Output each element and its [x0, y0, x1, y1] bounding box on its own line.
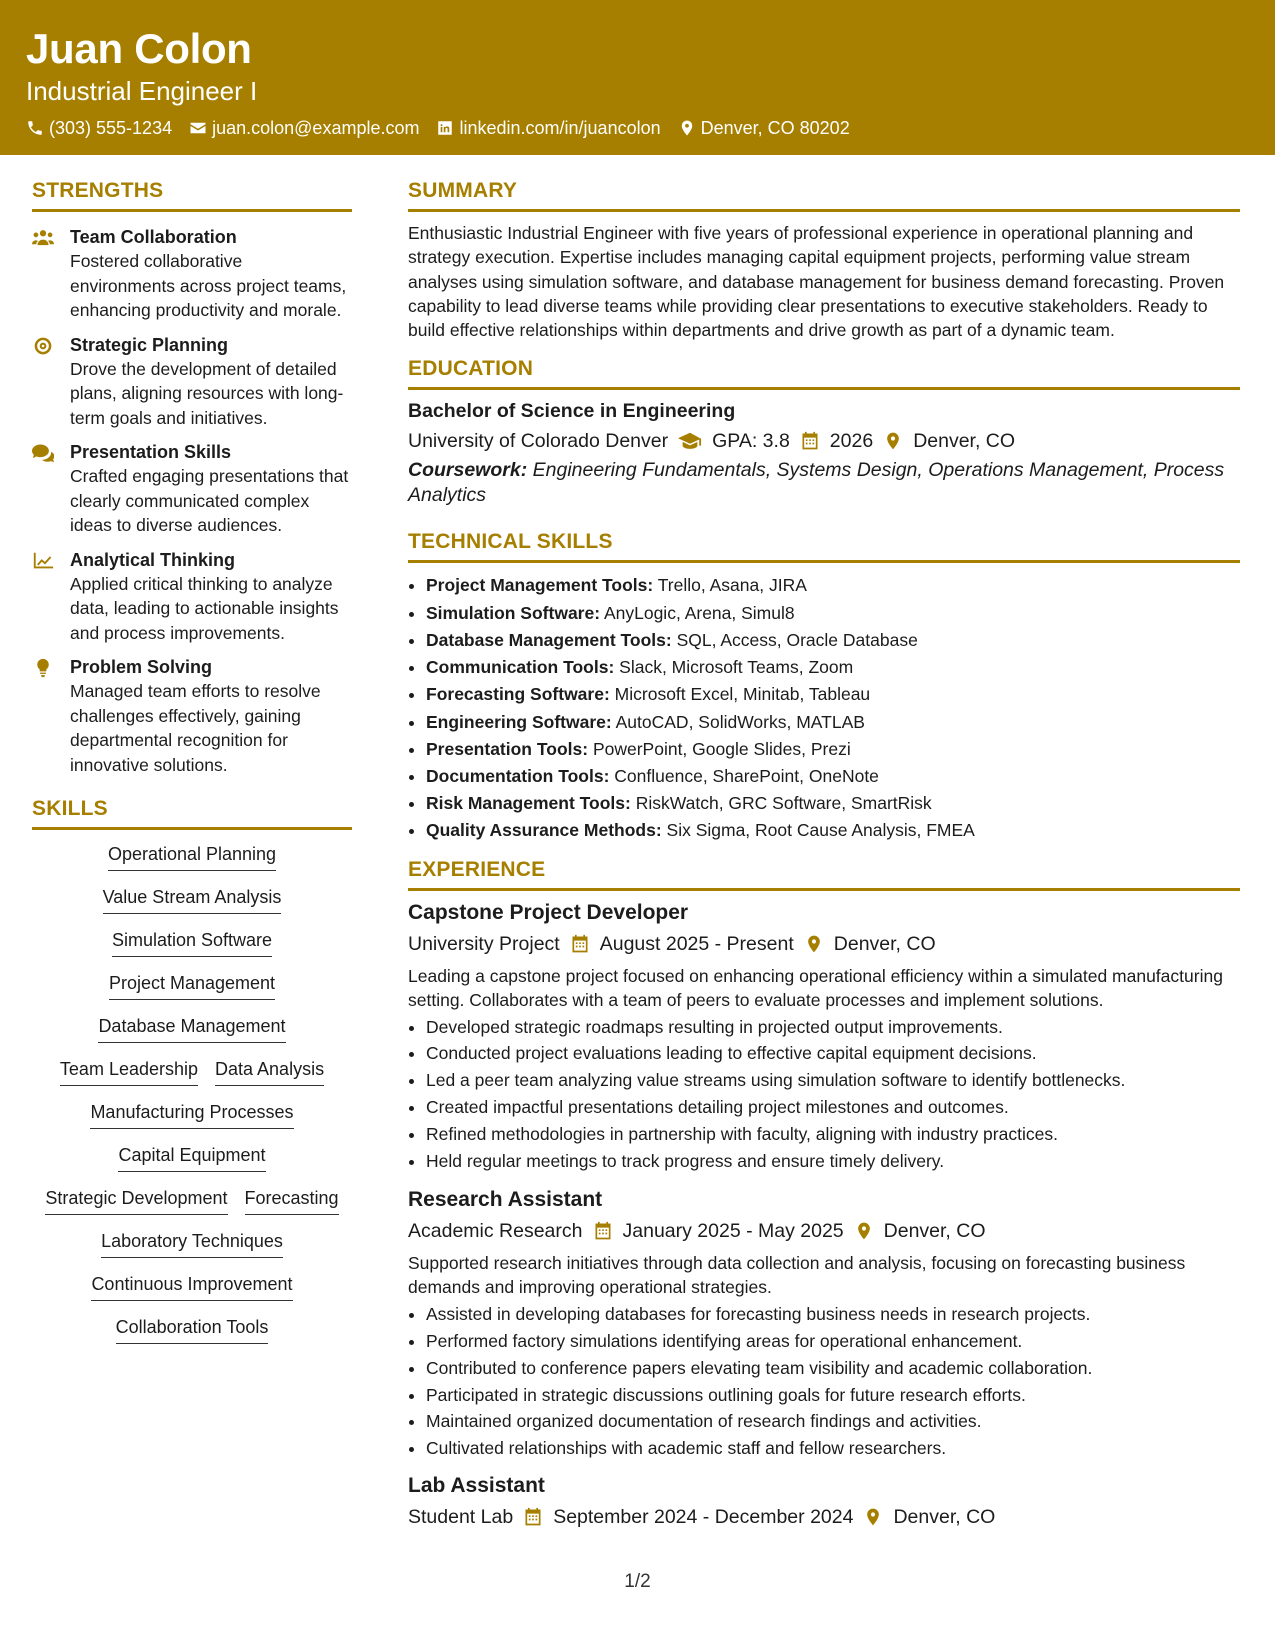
- list-item: [426, 627, 1240, 654]
- tech-value: SQL, Access, Oracle Database: [676, 629, 918, 650]
- linkedin-icon: [436, 119, 454, 137]
- strength-item: [32, 333, 352, 431]
- skill-tags: [32, 842, 352, 1344]
- phone-text: (303) 555-1234: [49, 118, 173, 138]
- summary-text: Enthusiastic Industrial Engineer with five years of professional experience in operational planning and strategy execution. Expertise includes managing capital equipment projects, performing value stream analyses using simulation software, and database management for business demand forecasting. Proven capability to lead diverse teams while providing clear presentations to executive stakeholders. Ready to build effective relationships within departments and drive growth as part of a dynamic team.: [408, 223, 1225, 341]
- calendar-icon: [593, 1221, 613, 1241]
- contact-email[interactable]: [189, 117, 419, 139]
- list-item: • Contributed to conference papers elevating team visibility and academic collaboration.: [426, 1355, 1240, 1382]
- job-description: Supported research initiatives through data collection and analysis, focusing on forecasting business demands and improving operational strategies.: [408, 1253, 1186, 1298]
- location-text: Denver, CO 80202: [700, 118, 850, 138]
- list-item: • Conducted project evaluations leading to effective capital equipment decisions.: [426, 1040, 1240, 1067]
- skill-tag: Forecasting: [245, 1186, 339, 1215]
- job-entry: [408, 899, 1240, 1175]
- tech-label: Database Management Tools:: [426, 629, 672, 650]
- gpa: GPA: 3.8: [712, 430, 790, 453]
- technical-skills-heading: TECHNICAL SKILLS: [408, 529, 1240, 563]
- tech-label: Engineering Software:: [426, 711, 612, 732]
- list-item: • Held regular meetings to track progress and ensure timely delivery.: [426, 1148, 1240, 1175]
- strength-item: [32, 440, 352, 538]
- job-location: Denver, CO: [833, 932, 936, 955]
- strength-name: Analytical Thinking: [70, 549, 236, 570]
- coursework-label: Coursework:: [408, 459, 528, 482]
- list-item: • Participated in strategic discussions outlining goals for future research efforts.: [426, 1382, 1240, 1409]
- skill-tag: Operational Planning: [108, 842, 276, 871]
- job-dates: January 2025 - May 2025: [622, 1220, 844, 1243]
- contact-row: [26, 117, 1249, 139]
- strength-desc: Crafted engaging presentations that clearly communicated complex ideas to diverse audiences.: [70, 466, 349, 535]
- job-description: Leading a capstone project focused on enhancing operational efficiency within a simulated manufacturing setting. Collaborates with a team of peers to evaluate processes and implement solutions.: [408, 965, 1223, 1010]
- skill-tag: Data Analysis: [215, 1057, 324, 1086]
- contact-phone[interactable]: [26, 117, 172, 139]
- list-item: [426, 790, 1240, 817]
- graduation-year: 2026: [829, 430, 874, 453]
- job-title: Capstone Project Developer: [408, 900, 689, 924]
- lightbulb-icon: [32, 658, 54, 678]
- envelope-icon: [189, 119, 207, 137]
- list-item: • Led a peer team analyzing value streams using simulation software to identify bottlenecks.: [426, 1067, 1240, 1094]
- tech-label: Simulation Software:: [426, 602, 601, 623]
- job-meta: [408, 1504, 1240, 1530]
- education-location: Denver, CO: [913, 430, 1016, 453]
- job-entry: [408, 1186, 1240, 1462]
- contact-location: [678, 117, 850, 139]
- tech-value: Microsoft Excel, Minitab, Tableau: [614, 684, 871, 705]
- tech-label: Forecasting Software:: [426, 684, 610, 705]
- technical-skills-list: [408, 572, 1240, 844]
- list-item: • Performed factory simulations identifying areas for operational enhancement.: [426, 1328, 1240, 1355]
- tech-label: Communication Tools:: [426, 657, 615, 678]
- tech-value: AnyLogic, Arena, Simul8: [603, 602, 795, 623]
- list-item: [426, 709, 1240, 736]
- strength-desc: Fostered collaborative environments across project teams, enhancing productivity and morale.: [70, 251, 347, 320]
- strength-name: Presentation Skills: [70, 442, 232, 462]
- school-name: University of Colorado Denver: [408, 430, 669, 453]
- list-item: [426, 572, 1240, 599]
- summary-section: [408, 178, 1240, 342]
- list-item: [426, 736, 1240, 763]
- tech-value: Confluence, SharePoint, OneNote: [614, 765, 879, 786]
- strength-desc: Applied critical thinking to analyze data, leading to actionable insights and process improvements.: [70, 573, 339, 643]
- list-item: [426, 763, 1240, 790]
- list-item: • Created impactful presentations detailing project milestones and outcomes.: [426, 1094, 1240, 1121]
- tech-label: Presentation Tools:: [426, 738, 589, 759]
- resume-header: [0, 0, 1275, 155]
- skill-tag: Project Management: [109, 971, 275, 1000]
- skill-tag: Laboratory Techniques: [101, 1229, 283, 1258]
- page-number: 1/2: [624, 1571, 651, 1592]
- strength-desc: Managed team efforts to resolve challenges effectively, gaining departmental recognition for innovative solutions.: [70, 681, 321, 775]
- tech-label: Project Management Tools:: [426, 575, 654, 596]
- job-entry: [408, 1472, 1240, 1530]
- tech-value: PowerPoint, Google Slides, Prezi: [592, 738, 851, 759]
- strength-item: [32, 225, 352, 323]
- job-title: Research Assistant: [408, 1188, 603, 1212]
- job-dates: August 2025 - Present: [599, 932, 794, 955]
- tech-label: Documentation Tools:: [426, 765, 610, 786]
- job-meta: [408, 1218, 1240, 1244]
- technical-skills-section: [408, 529, 1240, 844]
- skill-tag: Strategic Development: [45, 1186, 227, 1215]
- strength-name: Strategic Planning: [70, 334, 229, 355]
- job-location: Denver, CO: [893, 1506, 996, 1529]
- job-bullets: [408, 1014, 1240, 1175]
- linkedin-text: linkedin.com/in/juancolon: [459, 118, 661, 138]
- skill-tag: Capital Equipment: [118, 1143, 265, 1172]
- skill-tag: Simulation Software: [112, 928, 272, 957]
- map-marker-icon: [863, 1507, 883, 1527]
- candidate-title: Industrial Engineer I: [26, 76, 258, 106]
- strength-name: Team Collaboration: [70, 227, 237, 247]
- team-icon: [32, 228, 54, 248]
- skill-tag: Value Stream Analysis: [103, 885, 282, 914]
- job-dates: September 2024 - December 2024: [553, 1506, 854, 1529]
- list-item: [426, 681, 1240, 708]
- tech-value: AutoCAD, SolidWorks, MATLAB: [615, 711, 865, 732]
- target-icon: [32, 336, 54, 356]
- experience-section: [408, 857, 1240, 1531]
- education-meta: [408, 428, 1240, 454]
- map-marker-icon: [854, 1221, 874, 1241]
- skill-tag: Team Leadership: [60, 1057, 198, 1086]
- tech-label: Quality Assurance Methods:: [426, 820, 662, 841]
- left-column: [32, 178, 352, 1344]
- tech-value: Trello, Asana, JIRA: [657, 575, 807, 596]
- degree-name: Bachelor of Science in Engineering: [408, 400, 736, 423]
- skill-tag: Collaboration Tools: [116, 1315, 269, 1344]
- comments-icon: [32, 443, 54, 463]
- strengths-heading: STRENGTHS: [32, 178, 352, 212]
- skills-section: [32, 796, 352, 1344]
- phone-icon: [26, 119, 44, 137]
- skill-tag: Database Management: [98, 1014, 285, 1043]
- list-item: [426, 817, 1240, 844]
- job-org: Student Lab: [408, 1506, 514, 1529]
- map-marker-icon: [883, 431, 903, 451]
- right-column: [408, 178, 1240, 1530]
- skills-heading: SKILLS: [32, 796, 352, 830]
- map-marker-icon: [804, 934, 824, 954]
- tech-value: RiskWatch, GRC Software, SmartRisk: [635, 793, 932, 814]
- job-bullets: [408, 1301, 1240, 1462]
- strength-name: Problem Solving: [70, 657, 213, 677]
- strength-desc: Drove the development of detailed plans, aligning resources with long-term goals and initiatives.: [70, 358, 344, 428]
- list-item: • Refined methodologies in partnership with faculty, aligning with industry practices.: [426, 1121, 1240, 1148]
- strengths-section: [32, 178, 352, 777]
- skill-tag: Continuous Improvement: [91, 1272, 292, 1301]
- calendar-icon: [800, 431, 820, 451]
- email-text: juan.colon@example.com: [212, 118, 420, 138]
- job-title: Lab Assistant: [408, 1474, 545, 1498]
- education-section: [408, 356, 1240, 507]
- map-marker-icon: [678, 119, 696, 137]
- candidate-name: Juan Colon: [26, 25, 252, 72]
- graduation-cap-icon: [678, 431, 702, 451]
- coursework-list: Engineering Fundamentals, Systems Design, Operations Management, Process Analytics: [408, 459, 1225, 506]
- calendar-icon: [523, 1507, 543, 1527]
- tech-value: Slack, Microsoft Teams, Zoom: [619, 657, 854, 678]
- strength-item: [32, 655, 352, 777]
- list-item: [426, 600, 1240, 627]
- list-item: • Assisted in developing databases for forecasting business needs in research projects.: [426, 1301, 1240, 1328]
- experience-heading: EXPERIENCE: [408, 857, 1240, 891]
- tech-value: Six Sigma, Root Cause Analysis, FMEA: [666, 820, 975, 841]
- coursework: [408, 458, 1240, 507]
- job-meta: [408, 931, 1240, 957]
- job-org: Academic Research: [408, 1220, 583, 1243]
- skill-tag: Manufacturing Processes: [90, 1100, 293, 1129]
- strengths-list: [32, 225, 352, 777]
- list-item: • Maintained organized documentation of research findings and activities.: [426, 1408, 1240, 1435]
- strength-item: [32, 548, 352, 646]
- contact-linkedin[interactable]: [436, 117, 660, 139]
- education-heading: EDUCATION: [408, 356, 1240, 390]
- chart-line-icon: [32, 551, 54, 571]
- list-item: • Developed strategic roadmaps resulting in projected output improvements.: [426, 1014, 1240, 1041]
- job-org: University Project: [408, 932, 560, 955]
- tech-label: Risk Management Tools:: [426, 793, 631, 814]
- list-item: [426, 654, 1240, 681]
- job-location: Denver, CO: [883, 1220, 986, 1243]
- calendar-icon: [570, 934, 590, 954]
- list-item: • Cultivated relationships with academic staff and fellow researchers.: [426, 1435, 1240, 1462]
- summary-heading: SUMMARY: [408, 178, 1240, 212]
